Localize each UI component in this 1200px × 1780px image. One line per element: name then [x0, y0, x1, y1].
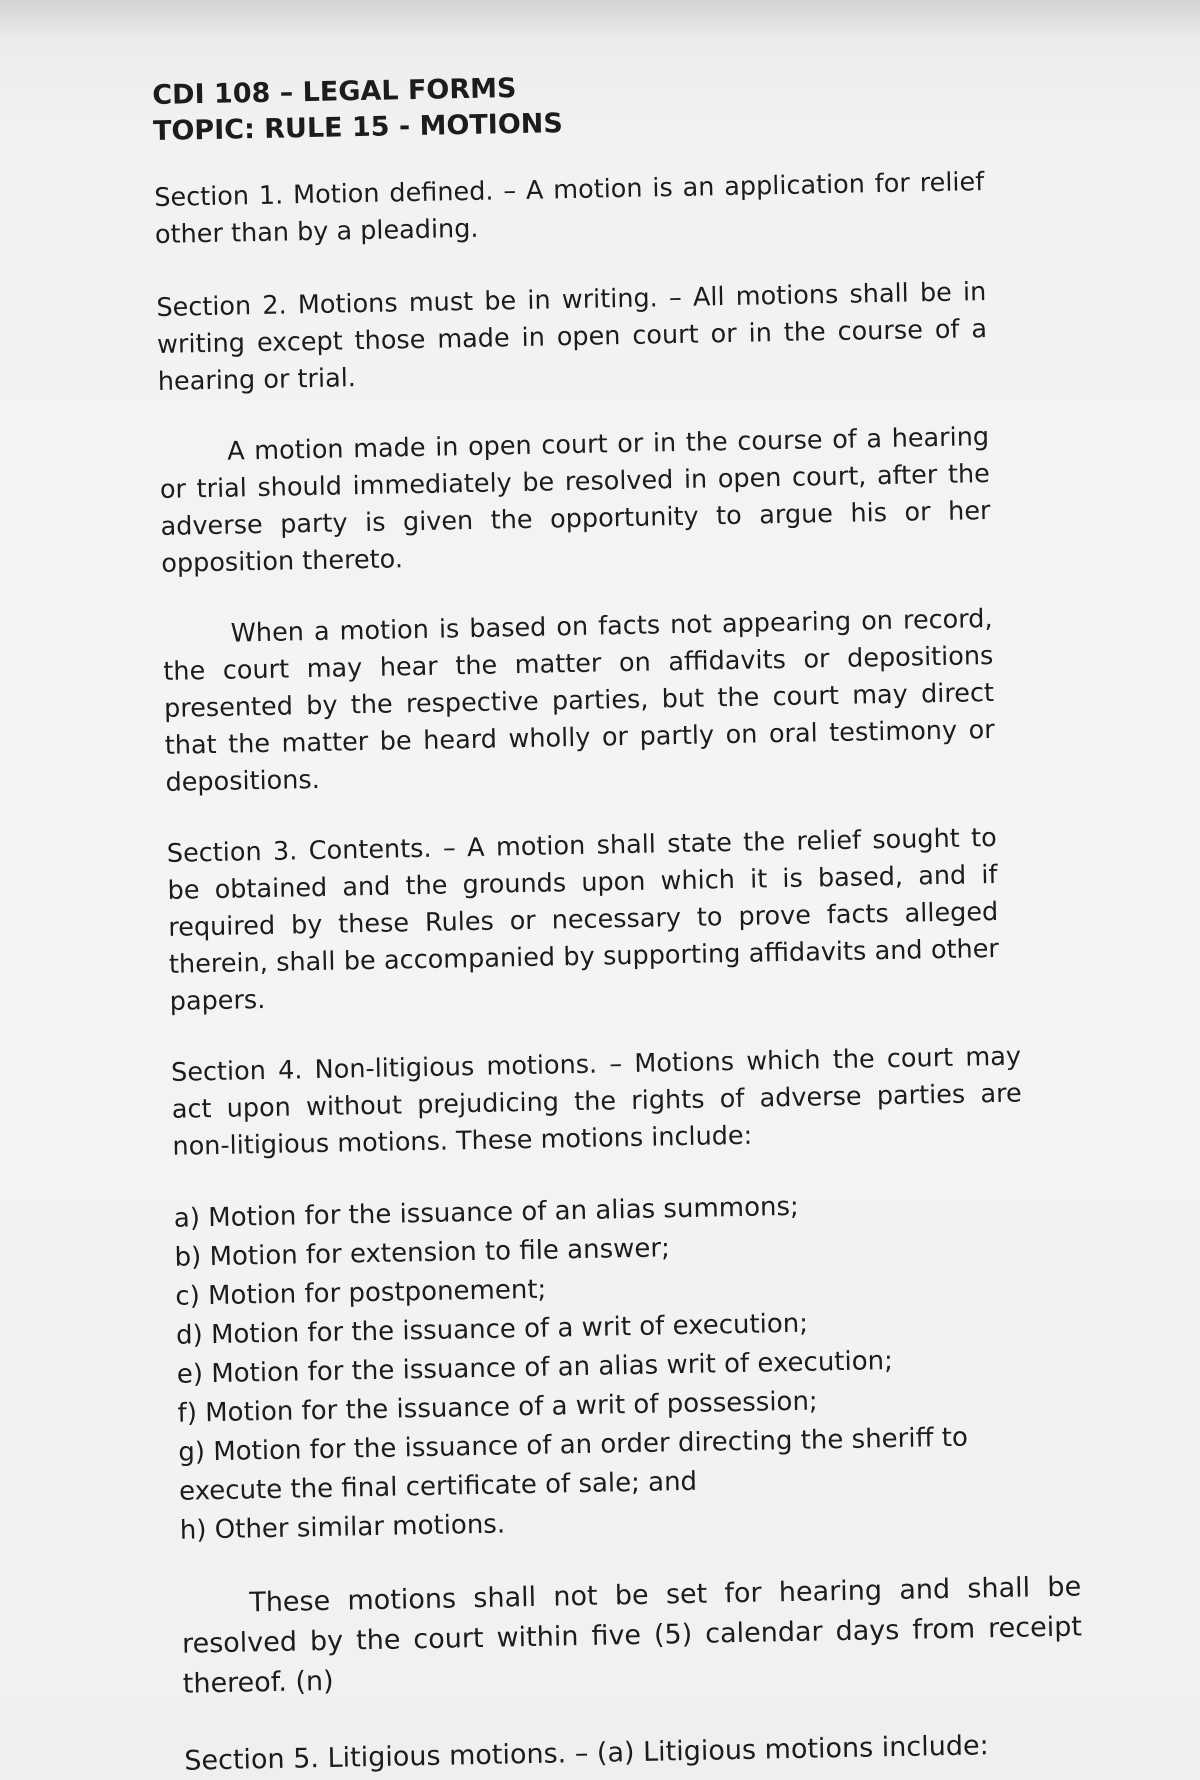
list-item: h) Other similar motions.	[179, 1509, 506, 1546]
list-item: b) Motion for extension to file answer;	[174, 1233, 671, 1273]
section-2-paragraph-3: When a motion is based on facts not appearing on record, the court may hear the matter on affidavits or depositions presented by the respective parties, but the court may direct that the matter be heard wholly or partly on oral testimony or depositions.	[163, 603, 995, 798]
course-title: CDI 108 – LEGAL FORMS	[152, 73, 517, 111]
list-item: c) Motion for postponement;	[175, 1274, 547, 1312]
section-1: Section 1. Motion defined. – A motion is an application for relief other than by a pleading.	[154, 167, 985, 250]
scan-shadow	[0, 0, 1200, 40]
list-item: a) Motion for the issuance of an alias summons;	[173, 1191, 800, 1234]
list-item: f) Motion for the issuance of a writ of possession;	[177, 1386, 818, 1429]
section-3: Section 3. Contents. – A motion shall state the relief sought to be obtained and the grounds upon which it is based, and if required by these Rules or necessary to prove facts alleged therein, shall be accompanied by supporting affidavits and other papers.	[166, 822, 1000, 1017]
section-2: Section 2. Motions must be in writing. – All motions shall be in writing except those made in open court or in the course of a hearing or trial.	[156, 277, 988, 397]
list-item: e) Motion for the issuance of an alias writ of execution;	[176, 1346, 894, 1390]
section-2-paragraph-2: A motion made in open court or in the course of a hearing or trial should immediately be resolved in open court, after the adverse party is given the opportunity to argue his or her opposition thereto.	[159, 421, 991, 579]
list-item: g) Motion for the issuance of an order directing the sheriff to execute the final certificate of sale; and	[178, 1422, 969, 1507]
list-item: d) Motion for the issuance of a writ of execution;	[175, 1308, 809, 1351]
section-4: Section 4. Non-litigious motions. – Motions which the court may act upon without prejudicing the rights of adverse parties are non-litigious motions. These motions include:	[170, 1041, 1022, 1162]
section-4-closing: These motions shall not be set for hearing and shall be resolved by the court within five (5) calendar days from receipt thereof. (n)	[181, 1571, 1083, 1700]
non-litigious-motions-list	[174, 1183, 1061, 1551]
section-5: Section 5. Litigious motions. – (a) Litigious motions include:	[184, 1730, 989, 1777]
document-content	[152, 60, 1115, 1780]
topic-title: TOPIC: RULE 15 - MOTIONS	[152, 108, 564, 147]
